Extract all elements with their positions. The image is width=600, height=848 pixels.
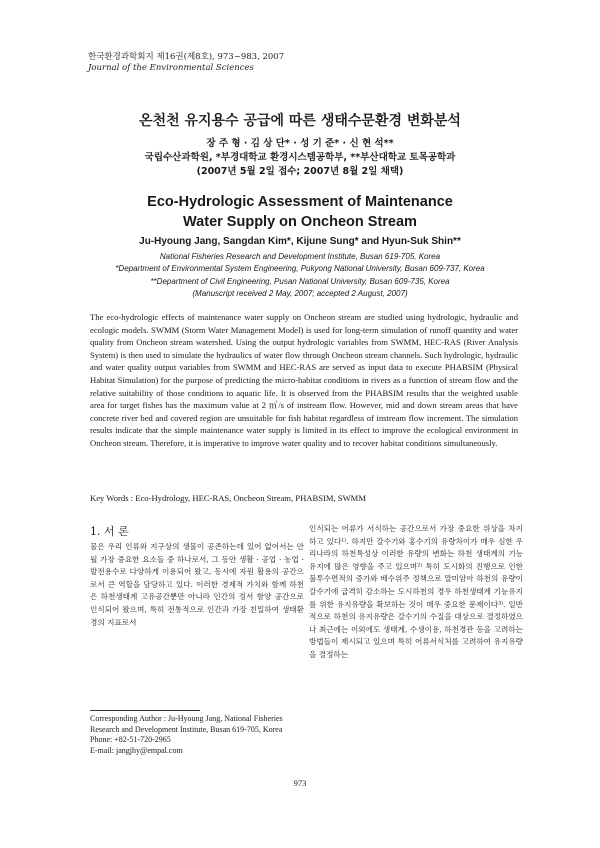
korean-title: 온천천 유지용수 공급에 따른 생태수문환경 변화분석	[139, 113, 461, 129]
english-title-line-1: Eco-Hydrologic Assessment of Maintenance	[147, 194, 453, 210]
keywords: Key Words : Eco-Hydrology, HEC-RAS, Oncheon Stream, PHABSIM, SWMM	[90, 493, 366, 503]
abstract: The eco-hydrologic effects of maintenance water supply on Oncheon stream are studied using hydrologic, hydraulic and ecologic models. SWMM (Storm Water Management Model) is used for long-term simulation of runoff quantity and water quality from Oncheon stream watershed. Using the output hydrologic variables from SWMM, HEC-RAS (River Analysis System) is then used to simulate the hydraulics of water flow through Oncheon stream channels. Such hydrologic, hydraulic and water quality output variables from SWMM and HEC-RAS are served as input data to execute PHABSIM (Physical Habitat Simulation) for the purpose of predicting the micro-habitat conditions in rivers as a function of stream flow and the relative suitability of those conditions to aquatic life. It is observed from the PHABSIM results that the weighted usable area for target fishes has the maximum value at 2 ㎥/s of instream flow. However, mid and down stream areas that have concrete river bed and covered region are unsuitable for fish habitat regardless of instream flow increment. The simulation results indicate that the simple maintenance water supply is limited in its effect to improve the ecological environment in Oncheon stream. Therefore, it is imperative to improve water quality and to recover habitat conditions simultaneously.	[90, 312, 518, 448]
korean-authors-block	[0, 137, 600, 179]
body-left-column: 물은 우리 인류와 지구상의 생물이 공존하는데 있어 없어서는 안 될 가장 중요한 요소들 중 하나로서, 그 동안 생활 · 공업 · 농업 · 발전용수로 다양하게 이용되어 왔고, 동시에 자원 활용의 공간으로서 큰 역할을 담당하고 있다. 이러한 경제적 가치와 함께 하천은 하천생태계 고유공간뿐만 아니라 인간의 정서 함양 공간으로 인식되어 왔으며, 특히 전통적으로 인간과 가장 친밀하여 생태환경의 지표로서	[90, 542, 304, 627]
footnote-divider	[90, 710, 200, 711]
journal-name: Journal of the Environmental Sciences	[88, 63, 254, 73]
korean-dates: (2007년 5월 2일 접수; 2007년 8월 2일 채택)	[196, 166, 404, 177]
english-affiliations	[0, 251, 600, 300]
citation: 한국환경과학회지 제16권(제8호), 973~983, 2007	[88, 52, 285, 62]
correspondence-line: Corresponding Author : Ju-Hyoung Jang, National Fisheries	[90, 714, 283, 723]
correspondence-note	[90, 714, 304, 756]
english-authors: Ju-Hyoung Jang, Sangdan Kim*, Kijune Sung* and Hyun-Suk Shin**	[139, 236, 461, 247]
affiliation-line: *Department of Environmental System Engineering, Pukyong National University, Busan 609-737, Korea	[115, 264, 485, 274]
affiliation-line: **Department of Civil Engineering, Pusan National University, Busan 609-735, Korea	[150, 276, 450, 286]
manuscript-dates: (Manuscript received 2 May, 2007; accepted 2 August, 2007)	[192, 288, 408, 298]
page-number: 973	[293, 778, 307, 788]
correspondence-line: Research and Development Institute, Busan 619-705, Korea	[90, 724, 283, 734]
correspondence-email: E-mail: jangjhy@empal.com	[90, 745, 183, 755]
journal-header	[88, 52, 284, 74]
affiliation-line: National Fisheries Research and Development Institute, Busan 619-705, Korea	[159, 252, 441, 261]
english-title-line-2: Water Supply on Oncheon Stream	[183, 214, 417, 230]
english-title	[0, 192, 600, 232]
section-title: 1. 서 론	[90, 525, 129, 538]
correspondence-phone: Phone: +82-51-720-2965	[90, 735, 171, 744]
korean-affiliations: 국립수산과학원, *부경대학교 환경시스템공학부, **부산대학교 토목공학과	[144, 152, 456, 163]
korean-authors: 장 주 형 · 김 상 단* · 성 기 준* · 신 현 석**	[206, 138, 394, 149]
body-right-column: 인식되는 어류가 서식하는 공간으로서 가장 중요한 위상을 차지하고 있다¹⁾. 하지만 갈수기와 홍수기의 유량차이가 매우 심한 우리나라의 하천특성상 이러한 유량의 변화는 하천 생태계의 기능유지에 많은 영향을 주고 있으며²⁾ 특히 도시화의 진행으로 인한 불투수면적의 증가와 배수위주 정책으로 말미암아 하천의 유량이 갈수기에 급격히 감소하는 도시하천의 경우 하천생태계 기능유지를 위한 유지유량을 확보하는 것이 매우 중요한 문제이다³⁾. 일반적으로 하천의 유지유량은 갈수기의 수질을 대상으로 결정하였으나 최근에는 이외에도 생태계, 수생이용, 하천경관 등을 고려하는 방법들이 제시되고 있으며 특히 어류서식처를 고려하여 유지유량을 결정하는	[309, 524, 523, 659]
